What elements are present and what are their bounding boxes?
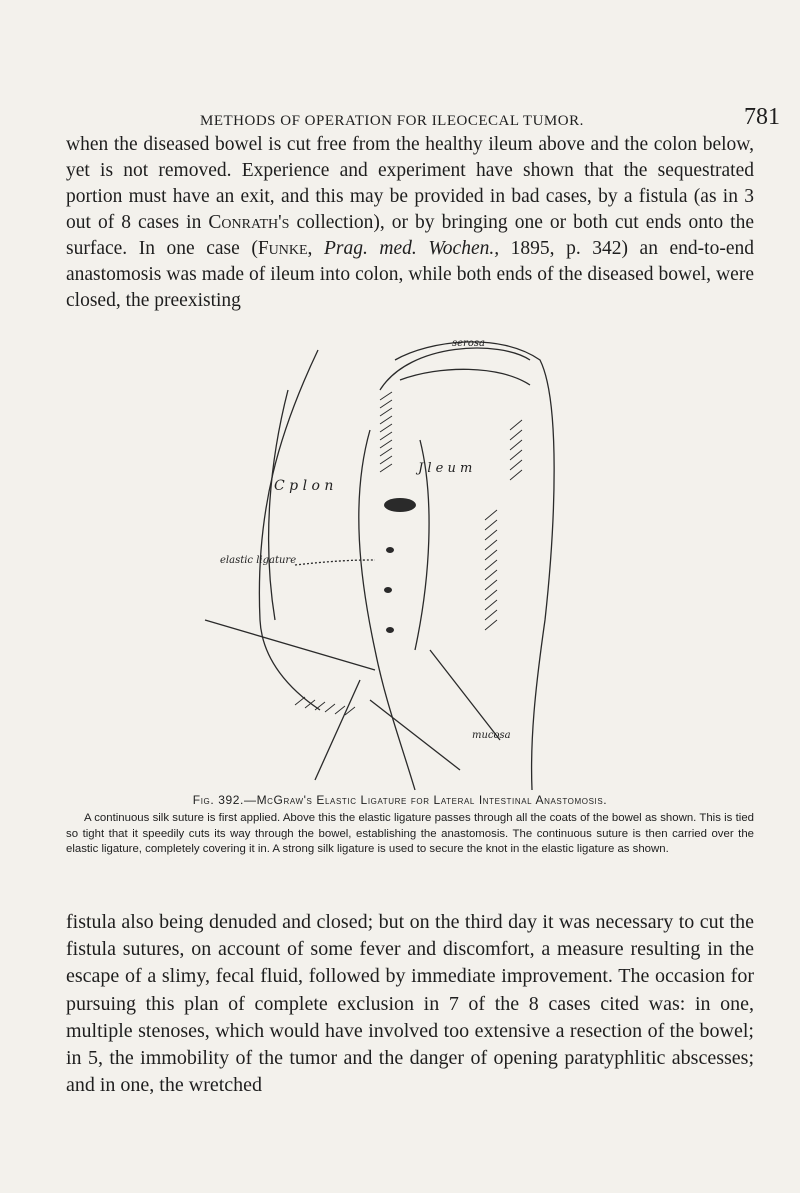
anastomosis-illustration <box>200 320 580 800</box>
paragraph-text: 1895, p. 342) an end-to-end anastomosis was made of ileum into colon, while both ends of the diseased bowel, were closed, the preexisting <box>66 238 754 311</box>
illustration-drawing <box>200 320 580 800</box>
ileum-outline <box>395 342 554 790</box>
label-ileum: J l e u m <box>418 461 473 476</box>
label-elastic-ligature: elastic ligature <box>220 555 297 566</box>
running-head: METHODS OF OPERATION FOR ILEOCECAL TUMOR. <box>200 113 584 129</box>
paragraph-text: when the diseased bowel is cut free from the healthy ileum above and the colon below, yet is not removed. Experience and experiment have shown that the sequestrated portion must have an exit, and this may be provided in bad cases, by a fistula (as in 3 out of 8 cases in <box>66 134 754 233</box>
figure-caption-body <box>66 811 754 858</box>
body-paragraph-2: fistula also being denuded and closed; but on the third day it was necessary to cut the fistula sutures, on account of some fever and discomfort, a measure resulting in the escape of a slimy, fecal fluid, followed by immediate improvement. The occasion for pursuing this plan of complete exclusion in 7 of the 8 cases cited was: in one, multiple stenoses, which would have involved too extensive a resection of the bowel; in 5, the immobility of the tumor and the danger of opening paratyphlitic abscesses; and in one, the wretched <box>66 911 754 1097</box>
body-paragraph-1 <box>66 132 754 314</box>
author-name-conrath: Conrath's <box>208 212 290 233</box>
caption-text: A continuous silk suture is first applied. Above this the elastic ligature passes through all the coats of the bowel as shown. This is tied so tight that it speedily cuts its way through the bowel, establishing the anastomosis. The continuous suture is then carried over the elastic ligature, completely covering it in. A strong silk ligature is used to secure the knot in the elastic ligature as shown. <box>66 812 754 855</box>
journal-citation: Prag. med. Wochen., <box>312 238 500 259</box>
label-colon: C p l o n <box>274 478 334 494</box>
author-name-funke: Funke, <box>257 238 313 259</box>
ligature-knot <box>384 498 416 512</box>
figure-caption-title: Fig. 392.—McGraw's Elastic Ligature for Lateral Intestinal Anastomosis. <box>192 793 608 807</box>
paragraph-text: collection), or by bringing one or both cut ends onto the surface. In one case ( <box>66 212 754 259</box>
label-serosa: serosa <box>452 338 485 349</box>
label-mucosa: mucosa <box>472 730 511 741</box>
page-number: 781 <box>744 104 780 130</box>
